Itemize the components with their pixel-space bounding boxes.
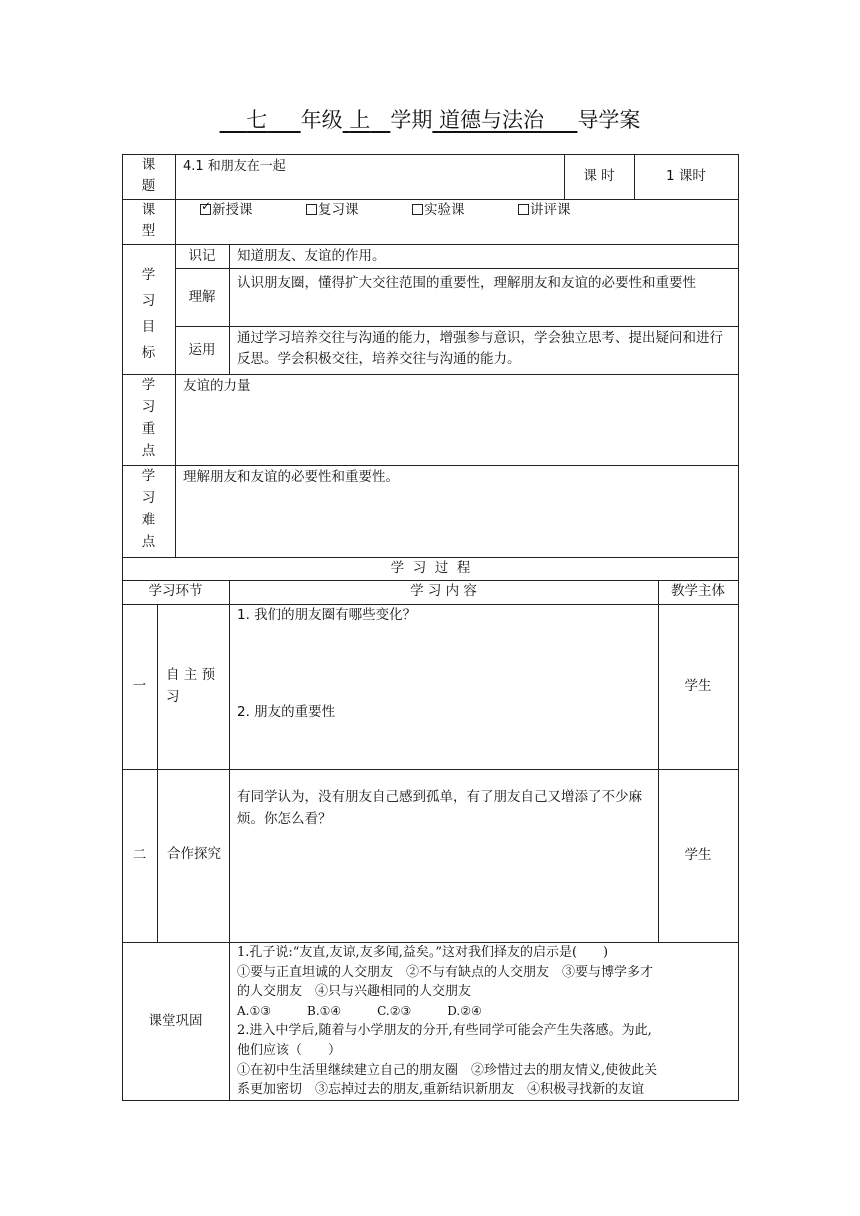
stage2-subject: 学生: [684, 847, 712, 863]
stage2-name: 合作探究: [167, 846, 221, 862]
difficulty-text: 理解朋友和友谊的必要性和重要性。: [183, 469, 399, 485]
header-subject: 教学主体: [671, 583, 725, 599]
exercise-line: ①要与正直坦诚的人交朋友 ②不与有缺点的人交朋友 ③要与博学多才: [237, 964, 654, 980]
option-review-lesson[interactable]: 复习课: [306, 200, 359, 221]
topic-value: 4.1 和朋友在一起: [183, 159, 286, 174]
topic-label: 课题: [141, 157, 156, 194]
exercise-line: 系更加密切 ③忘掉过去的朋友,重新结识新朋友 ④积极寻找新的友谊: [237, 1082, 645, 1098]
exercise-line: ①在初中生活里继续建立自己的朋友圈 ②珍惜过去的朋友情义,使彼此关: [237, 1062, 658, 1078]
grade: 七: [246, 108, 268, 132]
hours-label: 课 时: [583, 168, 615, 184]
key-point-text: 友谊的力量: [183, 378, 251, 394]
header-stage: 学习环节: [148, 583, 203, 599]
checkbox-icon: [518, 204, 529, 215]
checkbox-checked-icon: [200, 204, 211, 215]
stage1-subject: 学生: [684, 678, 712, 694]
stage1-name: 自 主 预习: [166, 667, 216, 705]
process-title: 学 习 过 程: [390, 560, 471, 576]
key-point-label: 学习重点: [141, 377, 156, 459]
stage3-name: 课堂巩固: [148, 1013, 203, 1029]
objectives-label: 学习目标: [141, 267, 156, 361]
doc-type: 导学案: [577, 108, 641, 132]
checkbox-icon: [412, 204, 423, 215]
grade-suffix: 年级: [300, 108, 343, 132]
stage1-question2: 2. 朋友的重要性: [237, 704, 336, 720]
objective-level-understand: 理解: [188, 289, 216, 305]
stage2-text: 有同学认为，没有朋友自己感到孤单，有了朋友自己又增添了不少麻烦。你怎么看？: [237, 789, 642, 827]
exercise-line: 的人交朋友 ④只与兴趣相同的人交朋友: [237, 984, 472, 1000]
term: 上: [349, 108, 371, 132]
stage1-question1: 1. 我们的朋友圈有哪些变化？: [237, 607, 417, 623]
exercise-options: A.①③ B.①④ C.②③ D.②④: [237, 1003, 482, 1018]
objective-text-understand: 认识朋友圈，懂得扩大交往范围的重要性，理解朋友和友谊的必要性和重要性: [237, 275, 696, 291]
subject: 道德与法治: [439, 108, 545, 132]
header-content: 学 习 内 容: [410, 583, 477, 599]
objective-text-apply: 通过学习培养交往与沟通的能力，增强参与意识，学会独立思考、提出疑问和进行反思。学会积极交往，培养交往与沟通的能力。: [237, 330, 723, 367]
objective-level-apply: 运用: [188, 342, 216, 358]
checkbox-icon: [306, 204, 317, 215]
hours-value: 1 课时: [666, 168, 706, 184]
exercise-line: 他们应该（ ）: [237, 1042, 342, 1058]
difficulty-label: 学习难点: [141, 468, 156, 550]
stage1-number: 一: [132, 678, 147, 694]
stage2-number: 二: [132, 847, 147, 863]
objective-text-memorize: 知道朋友、友谊的作用。: [237, 248, 386, 264]
objective-level-memorize: 识记: [188, 248, 216, 264]
term-suffix: 学期: [390, 108, 433, 132]
exercise-line: 2.进入中学后,随着与小学朋友的分开,有些同学可能会产生失落感。为此,: [237, 1023, 652, 1039]
stage3-exercises: [237, 943, 737, 1100]
lesson-type-label: 课型: [141, 202, 156, 239]
page-title: [0, 104, 860, 134]
option-new-lesson[interactable]: ✓新授课: [200, 200, 253, 221]
option-experiment-lesson[interactable]: 实验课: [412, 200, 465, 221]
option-comment-lesson[interactable]: 讲评课: [518, 200, 571, 221]
exercise-line: 1.孔子说:“友直,友谅,友多闻,益矣。”这对我们择友的启示是( ): [237, 945, 609, 960]
